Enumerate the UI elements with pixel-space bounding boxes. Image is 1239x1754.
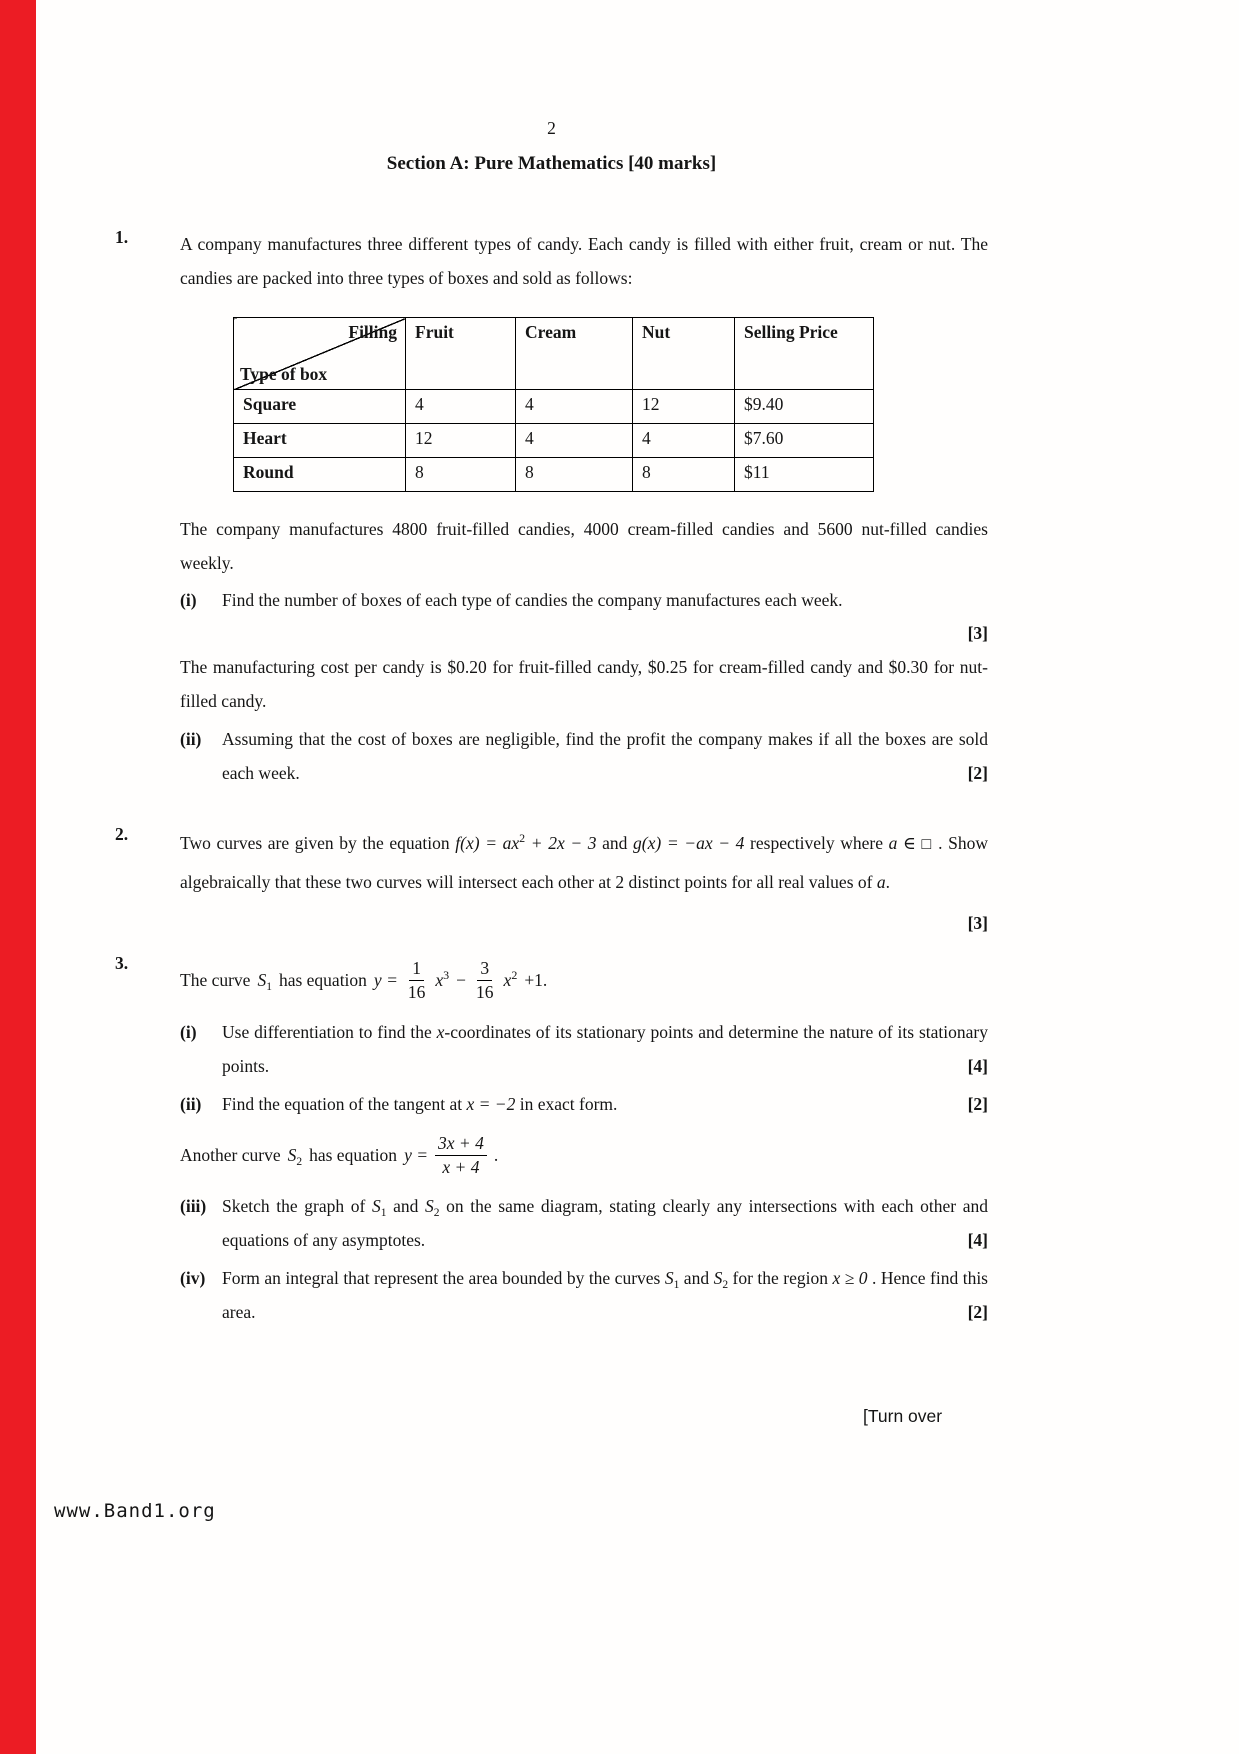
cell-heart-fruit: 12 (406, 424, 516, 458)
q3-part-iv-text: . Hence find this area. (222, 1268, 988, 1323)
fraction-1-16 (405, 957, 429, 1004)
x-variable: x (503, 970, 512, 991)
q2-text-run: respectively where (744, 833, 889, 854)
q3-part-iv-marks: [2] (967, 1302, 988, 1323)
q3-part-ii (180, 1087, 988, 1121)
q3-s1-symbol (664, 1268, 680, 1292)
q3-equation-tail: +1. (524, 970, 548, 991)
q3-part-iii-text: Sketch the graph of (222, 1196, 372, 1217)
cell-heart-price: $7.60 (735, 424, 874, 458)
minus-sign: − (456, 970, 467, 991)
q3-part-iv (180, 1261, 988, 1329)
q1-part-ii-marks: [2] (967, 763, 988, 784)
cell-round-cream: 8 (516, 458, 633, 492)
fraction-numerator: 3x + 4 (435, 1132, 487, 1156)
s-variable: S (664, 1268, 674, 1289)
q1-cost-paragraph: The manufacturing cost per candy is $0.20 for fruit-filled candy, $0.25 for cream-filled candy and $0.30 for nut-filled candy. (180, 656, 988, 711)
cell-round-nut: 8 (633, 458, 735, 492)
q3-s1-symbol (371, 1196, 387, 1220)
q1-intro-paragraph: A company manufactures three different types of candy. Each candy is filled with either fruit, cream or nut. The candies are packed into three types of boxes and sold as follows: (180, 234, 988, 289)
x-variable: x (435, 970, 444, 991)
q1-part-i-label: (i) (180, 589, 197, 610)
table-row-square (234, 390, 874, 424)
fraction-3-16 (473, 957, 497, 1004)
table-header-row (234, 318, 874, 390)
q3-part-iv-expression: x ≥ 0 (832, 1268, 868, 1289)
turn-over-label: [Turn over (863, 1406, 943, 1426)
q3-part-i-label: (i) (180, 1021, 197, 1042)
q2-real-set-glyph: □ (921, 836, 933, 854)
s-variable: S (371, 1196, 381, 1217)
q3-part-iii-marks: [4] (967, 1230, 988, 1251)
q1-part-i-text: Find the number of boxes of each type of candies the company manufactures each week. (222, 589, 843, 610)
column-header-fruit: Fruit (406, 318, 516, 390)
candy-box-table (233, 317, 874, 492)
q3-part-ii-text: Find the equation of the tangent at (222, 1093, 467, 1114)
fraction-numerator: 1 (409, 957, 424, 981)
question-2-body (180, 824, 988, 940)
q3-s1-symbol (257, 969, 272, 992)
s-variable: S (425, 1196, 434, 1217)
s-variable: S (713, 1268, 723, 1289)
s2-subscript: 2 (722, 1279, 729, 1292)
q2-f-superscript: 2 (519, 831, 526, 846)
q1-part-ii-label: (ii) (180, 729, 202, 750)
table-row-heart (234, 424, 874, 458)
q3-text-run: Another curve (180, 1144, 281, 1165)
s2-subscript: 2 (433, 1207, 440, 1220)
q3-part-i (180, 1015, 988, 1083)
corner-label-filling: Filling (348, 322, 397, 343)
question-3 (115, 953, 988, 1330)
q2-text-run: . (885, 872, 890, 893)
row-label-square: Square (234, 390, 406, 424)
q3-part-iii-text: and (386, 1196, 425, 1217)
question-2 (115, 824, 988, 940)
question-1-body (180, 227, 988, 790)
q2-equation-f: f(x) = ax (455, 833, 520, 854)
question-1-number: 1. (115, 227, 129, 247)
table-corner-cell (234, 318, 406, 390)
cube-superscript: 3 (443, 968, 450, 983)
q3-text-run: The curve (180, 970, 251, 991)
q1-production-paragraph: The company manufactures 4800 fruit-filled candies, 4000 cream-filled candies and 5600 nut-filled candies weekly. (180, 519, 988, 574)
fraction-denominator: 16 (476, 982, 494, 1003)
q3-part-iii (180, 1189, 988, 1257)
q2-text-run: and (596, 833, 634, 854)
row-label-heart: Heart (234, 424, 406, 458)
q2-variable-a: a (876, 872, 886, 893)
cell-heart-nut: 4 (633, 424, 735, 458)
q2-equation-f-tail: + 2x − 3 (525, 833, 597, 854)
q3-part-iv-label: (iv) (180, 1268, 206, 1289)
q2-paragraph (180, 824, 988, 901)
q3-curve-s2-equation (180, 1127, 988, 1183)
fraction-denominator: x + 4 (442, 1156, 480, 1177)
q1-part-i-marks: [3] (967, 622, 988, 643)
q3-part-ii-expression: x = −2 (466, 1093, 516, 1114)
question-2-number: 2. (115, 824, 129, 845)
q3-s2-symbol (288, 1144, 303, 1167)
footer-url: www.Band1.org (54, 1500, 216, 1522)
q2-text-run: . Show algebraically that these two curves will intersect each other at 2 distinct points for all real values of (180, 833, 988, 893)
question-3-body (180, 953, 988, 1330)
q3-part-iii-label: (iii) (180, 1196, 207, 1217)
question-1 (115, 227, 988, 790)
fraction-3x4-x4 (435, 1132, 487, 1179)
cell-round-price: $11 (735, 458, 874, 492)
q2-equation-g: g(x) = −ax − 4 (633, 833, 745, 854)
cell-square-cream: 4 (516, 390, 633, 424)
q3-part-i-text: Use differentiation to find the (222, 1021, 437, 1042)
s-variable: S (287, 1144, 297, 1165)
q3-text-run: has equation (309, 1144, 398, 1165)
page-number: 2 (547, 118, 556, 138)
cell-square-price: $9.40 (735, 390, 874, 424)
q3-text-run: . (493, 1144, 499, 1165)
column-header-selling-price: Selling Price (735, 318, 874, 390)
q3-part-ii-marks: [2] (967, 1093, 988, 1114)
s2-subscript: 2 (296, 1155, 303, 1168)
x-variable: x (436, 1021, 445, 1042)
q3-s2-symbol (713, 1268, 729, 1292)
column-header-nut: Nut (633, 318, 735, 390)
q2-text-run: Two curves are given by the equation (180, 833, 456, 854)
q3-part-ii-text: in exact form. (515, 1093, 618, 1114)
cell-square-fruit: 4 (406, 390, 516, 424)
table-row-round (234, 458, 874, 492)
q3-s2-symbol (425, 1196, 440, 1220)
q3-y-equals: y = (373, 970, 398, 991)
question-3-number: 3. (115, 952, 129, 973)
q3-part-ii-label: (ii) (180, 1093, 202, 1114)
fraction-denominator: 16 (407, 982, 426, 1003)
q1-part-ii-text: Assuming that the cost of boxes are negligible, find the profit the company makes if all the boxes are sold each week. (222, 729, 988, 784)
fraction-numerator: 3 (477, 957, 492, 981)
square-superscript: 2 (511, 968, 518, 983)
q3-x-squared (504, 969, 518, 992)
q3-y-equals: y = (404, 1144, 429, 1165)
s1-subscript: 1 (673, 1279, 680, 1292)
section-title: Section A: Pure Mathematics [40 marks] (386, 153, 717, 174)
cell-round-fruit: 8 (406, 458, 516, 492)
row-label-round: Round (234, 458, 406, 492)
corner-label-type-of-box: Type of box (240, 364, 328, 385)
q3-text-run: has equation (278, 970, 367, 991)
q2-variable-a: a (888, 833, 898, 854)
q3-part-iii-text: on the same diagram, stating clearly any intersections with each other and equations of any asymptotes. (222, 1196, 988, 1251)
column-header-cream: Cream (516, 318, 633, 390)
q2-marks: [3] (967, 913, 988, 934)
q3-x-cubed (435, 969, 449, 992)
q2-element-of-symbol: ∈ (897, 833, 922, 854)
q3-part-iv-text: for the region (728, 1268, 833, 1289)
q1-part-ii (180, 722, 988, 790)
s1-subscript: 1 (380, 1207, 387, 1220)
cell-heart-cream: 4 (516, 424, 633, 458)
s1-subscript: 1 (266, 981, 272, 994)
q3-part-i-text: -coordinates of its stationary points and determine the nature of its stationary points. (222, 1021, 988, 1076)
q3-part-iv-text: and (679, 1268, 714, 1289)
q3-part-i-marks: [4] (967, 1055, 988, 1076)
q3-part-iv-text: Form an integral that represent the area bounded by the curves (222, 1268, 665, 1289)
cell-square-nut: 12 (633, 390, 735, 424)
q1-part-i (180, 583, 988, 617)
s-variable: S (257, 970, 267, 991)
q3-curve-s1-equation (180, 953, 988, 1009)
